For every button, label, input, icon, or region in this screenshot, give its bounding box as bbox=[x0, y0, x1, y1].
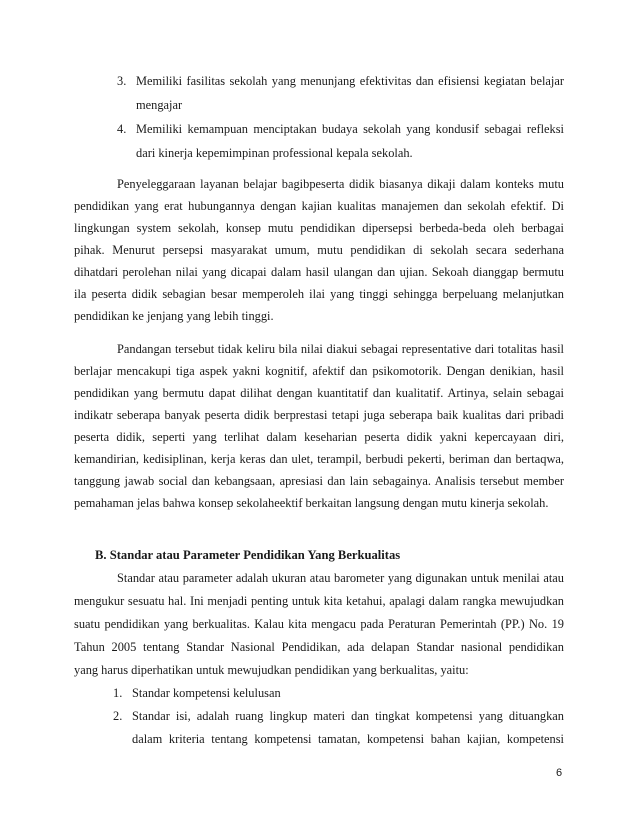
paragraph-line: kemandirian, kedisiplinan, kerja keras dan ulet, terampil, berbudi pekerti, beriman dan bertaqwa, bbox=[74, 452, 564, 466]
list-item-line: dalam kriteria tentang kompetensi tamatan, kompetensi bahan kajian, kompetensi bbox=[132, 732, 564, 746]
paragraph-line: lingkungan system sekolah, konsep mutu pendidikan dipersepsi berbeda-beda oleh berbagai bbox=[74, 221, 564, 235]
paragraph-line: ila peserta didik sebagian besar memperoleh ilai yang tinggi sehingga berpeluang melanjutkan bbox=[74, 287, 564, 301]
paragraph-line: pendidikan yang bermutu dapat dilihat dengan kuantitatif dan kualitatif. Artinya, selain sebagai bbox=[74, 386, 564, 400]
paragraph-line: Pandangan tersebut tidak keliru bila nilai diakui sebagai representative dari totalitas hasil bbox=[117, 342, 564, 356]
list-number: 1. bbox=[113, 686, 123, 700]
list-item-line: mengajar bbox=[136, 98, 183, 112]
paragraph-line: pendidikan yang erat hubungannya dengan kajian kualitas manajemen dan sekolah efektif. Di bbox=[74, 199, 564, 213]
list-number: 3. bbox=[117, 74, 127, 88]
list-item-line: Standar isi, adalah ruang lingkup materi dan tingkat kompetensi yang dituangkan bbox=[132, 709, 564, 723]
paragraph-line: Standar atau parameter adalah ukuran atau barometer yang digunakan untuk menilai atau bbox=[117, 571, 564, 585]
list-item-line: Memiliki kemampuan menciptakan budaya sekolah yang kondusif sebagai refleksi bbox=[136, 122, 564, 136]
list-item-line: Standar kompetensi kelulusan bbox=[132, 686, 281, 700]
paragraph-line: pemahaman jelas bahwa konsep sekolaheektif berkaitan langsung dengan mutu kinerja sekolah. bbox=[74, 496, 549, 510]
paragraph-line: Penyeleggaraan layanan belajar bagibpeserta didik biasanya dikaji dalam konteks mutu bbox=[117, 177, 564, 191]
list-item-line: Memiliki fasilitas sekolah yang menunjang efektivitas dan efisiensi kegiatan belajar bbox=[136, 74, 564, 88]
section-heading: B. Standar atau Parameter Pendidikan Yang Berkualitas bbox=[95, 548, 401, 562]
list-number: 4. bbox=[117, 122, 127, 136]
page-number: 6 bbox=[556, 767, 563, 779]
paragraph-line: Tahun 2005 tentang Standar Nasional Pendidikan, ada delapan Standar nasional pendidikan bbox=[74, 640, 564, 654]
paragraph-line: pihak. Menurut persepsi masyarakat umum, mutu pendidikan di sekolah secara sederhana bbox=[74, 243, 564, 257]
paragraph-line: pendidikan ke jenjang yang lebih tinggi. bbox=[74, 309, 274, 323]
paragraph-line: dihatdari perolehan nilai yang dicapai dalam hasil ulangan dan ujian. Sekoah dianggap bermutu bbox=[74, 265, 564, 279]
list-item-line: dari kinerja kepemimpinan professional kepala sekolah. bbox=[136, 146, 413, 160]
paragraph-line: indikatr seberapa banyak peserta didik berprestasi tetapi juga seberapa baik kualitas dari pribadi bbox=[74, 408, 564, 422]
paragraph-line: peserta didik, seperti yang terlihat dalam keseharian peserta didik yakni kepercayaan diri, bbox=[74, 430, 564, 444]
paragraph-line: mengukur sesuatu hal. Ini menjadi penting untuk kita ketahui, apalagi dalam rangka mewujudkan bbox=[74, 594, 564, 608]
paragraph-line: suatu pendidikan yang berkualitas. Kalau kita mengacu pada Peraturan Pemerintah (PP.) No. 19 bbox=[74, 617, 564, 631]
list-number: 2. bbox=[113, 709, 123, 723]
paragraph-line: yang harus diperhatikan untuk mewujudkan pendidikan yang berkualitas, yaitu: bbox=[74, 663, 469, 677]
paragraph-line: berlajar mencakupi tiga aspek yakni kognitif, afektif dan psikomotorik. Dengan denikian, hasil bbox=[74, 364, 564, 378]
paragraph-line: tanggung jawab social dan kebangsaan, apresiasi dan lain sebagainya. Analisis tersebut member bbox=[74, 474, 564, 488]
